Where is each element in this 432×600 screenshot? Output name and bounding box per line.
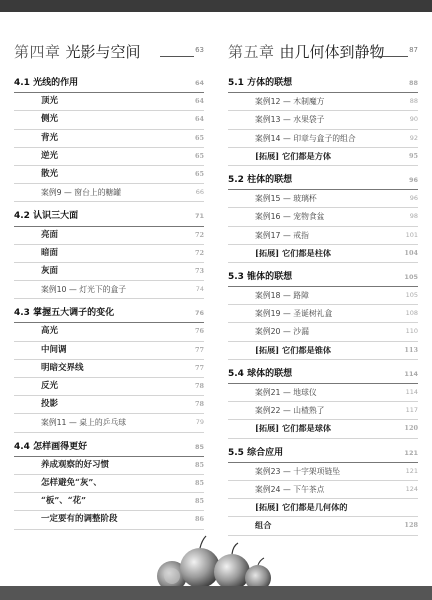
chapter-heading [14,41,204,63]
topic-entry[interactable] [14,475,204,493]
entry-page-number: 114 [404,369,418,378]
case-entry[interactable] [228,93,418,111]
entry-page-number: 85 [194,497,204,506]
entry-label: 侧光 [41,114,59,125]
entry-page-number: 66 [195,188,204,197]
entry-page-number: 71 [194,212,204,221]
entry-label: [拓展] 它们都是球体 [255,423,332,434]
chapter-number: 第五章 [228,43,275,61]
entry-page-number: 72 [194,230,204,239]
entry-label: 怎样避免“灰”、 [41,477,102,488]
entry-label: 5.1 方体的联想 [228,78,293,88]
section-heading[interactable] [228,366,418,384]
case-entry[interactable] [14,184,204,202]
extension-entry[interactable] [228,148,418,166]
chapter-title: 由几何体到静物 [279,43,385,61]
chapter-title: 光影与空间 [65,43,141,61]
entry-page-number: 85 [194,442,204,451]
entry-page-number: 96 [408,175,418,184]
entry-label: 组合 [255,520,272,531]
topic-entry[interactable] [14,227,204,245]
entry-label: 案例23 — 十字架项链坠 [255,466,341,476]
entry-page-number: 95 [408,151,418,160]
topic-entry[interactable] [14,360,204,378]
case-entry[interactable] [228,384,418,402]
entry-page-number: 120 [404,424,418,433]
toc-column-chapter-5 [228,41,418,536]
toc-list [228,75,418,536]
extension-entry[interactable] [228,245,418,263]
top-bar [0,0,432,12]
topic-entry[interactable] [14,263,204,281]
case-entry[interactable] [228,463,418,481]
entry-label: 案例12 — 木制魔方 [255,97,325,107]
entry-page-number: 72 [194,248,204,257]
entry-label: [拓展] 它们都是几何体的 [255,502,348,513]
entry-page-number: 98 [409,212,418,221]
entry-label: 逆光 [41,150,59,161]
entry-label: 4.1 光线的作用 [14,78,79,88]
entry-page-number: 88 [409,97,418,106]
entry-page-number: 110 [405,327,418,336]
topic-entry[interactable] [14,342,204,360]
topic-entry[interactable] [14,493,204,511]
entry-page-number: 92 [409,133,418,142]
entry-label: 4.4 怎样画得更好 [14,441,88,452]
entry-label: 案例14 — 印章与盒子的组合 [255,133,356,143]
entry-label: 反光 [41,381,59,391]
entry-page-number: 73 [194,266,204,275]
case-entry[interactable] [228,287,418,305]
entry-page-number: 90 [409,115,418,124]
entry-label: 案例13 — 水果袋子 [255,115,325,125]
entry-label: [拓展] 它们都是锥体 [255,344,332,355]
section-heading[interactable] [14,305,204,323]
topic-entry[interactable] [14,245,204,263]
entry-label: 顶光 [41,96,59,107]
entry-label: 案例10 — 灯光下的盒子 [41,285,127,295]
entry-label: 案例15 — 玻璃杯 [255,194,317,204]
entry-label: 案例17 — 戒指 [255,230,309,240]
topic-entry[interactable] [14,166,204,184]
entry-label: 案例16 — 宠物食盆 [255,212,325,222]
entry-page-number: 85 [194,478,204,487]
entry-page-number: 76 [194,309,204,318]
entry-label: 散光 [41,168,59,179]
entry-label: 案例9 — 窗台上的糖罐 [41,188,122,198]
entry-label: 4.2 认识三大面 [14,211,79,222]
case-entry[interactable] [228,208,418,226]
entry-label: 养成观察的好习惯 [41,459,110,470]
case-entry[interactable] [228,323,418,341]
topic-entry[interactable] [14,148,204,166]
entry-label: “板”、“花” [41,496,87,507]
entry-label: 投影 [41,399,59,410]
entry-label: 5.5 综合应用 [228,447,284,458]
case-entry[interactable] [228,402,418,420]
extension-entry[interactable] [228,499,418,517]
entry-label: 案例19 — 圣诞树礼盒 [255,309,333,319]
entry-page-number: 101 [405,230,418,239]
entry-page-number: 113 [404,345,418,354]
bottom-bar [0,586,432,600]
entry-label: 一定要有的调整阶段 [41,514,118,525]
entry-page-number: 64 [194,115,204,124]
topic-entry[interactable] [14,323,204,341]
topic-entry[interactable] [14,457,204,475]
entry-label: 暗面 [41,247,59,258]
entry-label: 案例21 — 地球仪 [255,388,317,397]
entry-label: 案例24 — 下午茶点 [255,484,325,494]
section-heading[interactable] [228,445,418,463]
section-heading[interactable] [14,208,204,226]
entry-page-number: 78 [194,382,204,390]
topic-entry[interactable] [14,396,204,414]
section-heading[interactable] [14,75,204,93]
entry-page-number: 65 [194,151,204,160]
section-heading[interactable] [228,269,418,287]
entry-label: 5.3 锥体的联想 [228,271,293,282]
section-heading[interactable] [228,172,418,190]
entry-label: 明暗交界线 [41,362,84,373]
topic-entry[interactable] [14,511,204,529]
entry-page-number: 79 [195,418,204,427]
case-entry[interactable] [228,305,418,323]
entry-page-number: 65 [194,169,204,178]
topic-entry[interactable] [14,111,204,129]
case-entry[interactable] [228,481,418,499]
entry-page-number: 65 [194,133,204,142]
topic-entry[interactable] [14,378,204,396]
case-entry[interactable] [14,414,204,432]
case-entry[interactable] [228,130,418,148]
entry-label: 背光 [41,132,59,143]
section-heading[interactable] [14,439,204,457]
chapter-page-number: 63 [195,46,204,54]
entry-label: 5.2 柱体的联想 [228,174,293,185]
toc-column-chapter-4 [14,41,204,530]
chapter-rule [374,56,408,57]
entry-label: 案例18 — 路障 [255,291,309,301]
entry-page-number: 104 [404,248,418,257]
entry-page-number: 117 [405,406,418,415]
entry-page-number: 105 [404,272,418,281]
entry-page-number: 96 [409,194,418,203]
topic-entry[interactable] [14,130,204,148]
entry-label: 案例22 — 山楂熟了 [255,406,325,416]
entry-label: 案例11 — 桌上的乒乓球 [41,418,127,428]
entry-page-number: 88 [408,79,418,87]
entry-page-number: 85 [194,460,204,469]
entry-label: 高光 [41,326,59,337]
entry-page-number: 76 [194,327,204,336]
case-entry[interactable] [228,190,418,208]
entry-label: 亮面 [41,229,59,240]
entry-page-number: 108 [405,309,418,318]
entry-page-number: 77 [194,345,204,354]
extension-entry[interactable] [228,517,418,535]
chapter-rule [160,56,194,57]
entry-label: [拓展] 它们都是柱体 [255,247,332,258]
entry-page-number: 64 [194,97,204,106]
case-entry[interactable] [228,227,418,245]
case-entry[interactable] [228,111,418,129]
entry-label: 中间调 [41,344,67,355]
entry-page-number: 121 [405,466,418,475]
extension-entry[interactable] [228,342,418,360]
entry-label: 5.4 球体的联想 [228,368,293,379]
entry-label: 灰面 [41,265,59,276]
entry-label: 4.3 掌握五大调子的变化 [14,308,115,319]
entry-page-number: 77 [194,363,204,372]
entry-page-number: 121 [404,448,418,457]
entry-page-number: 86 [194,515,204,524]
topic-entry[interactable] [14,93,204,111]
extension-entry[interactable] [228,420,418,438]
chapter-heading [228,41,418,63]
toc-list [14,75,204,530]
entry-page-number: 114 [405,388,418,396]
entry-label: 案例20 — 沙漏 [255,327,309,337]
case-entry[interactable] [14,281,204,299]
section-heading[interactable] [228,75,418,93]
chapter-number: 第四章 [14,43,61,61]
entry-page-number: 64 [194,79,204,87]
entry-label: [拓展] 它们都是方体 [255,150,332,161]
entry-page-number: 78 [194,400,204,409]
entry-page-number: 74 [195,285,204,294]
entry-page-number: 124 [405,484,418,493]
chapter-page-number: 87 [409,46,418,54]
entry-page-number: 105 [405,291,418,300]
entry-page-number: 128 [404,521,418,530]
